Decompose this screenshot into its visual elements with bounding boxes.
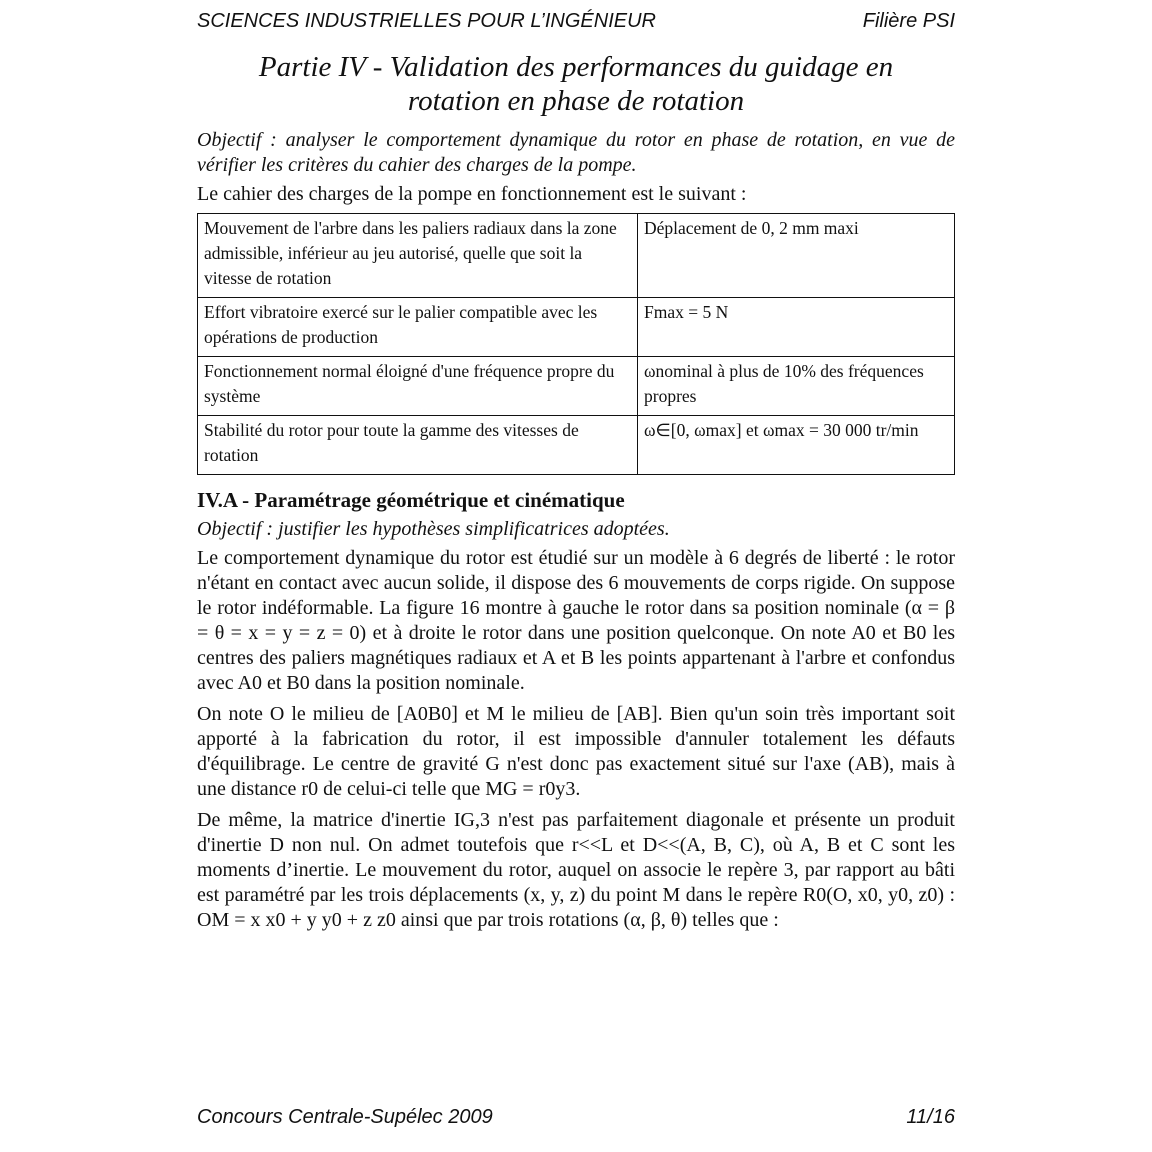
criterion-cell: Stabilité du rotor pour toute la gamme des vitesses de rotation	[198, 416, 638, 475]
intro-text: Le cahier des charges de la pompe en fonctionnement est le suivant :	[197, 183, 747, 205]
table-row	[198, 357, 955, 416]
criterion-cell: Mouvement de l'arbre dans les paliers radiaux dans la zone admissible, inférieur au jeu autorisé, quelle que soit la vitesse de rotation	[198, 214, 638, 298]
paragraph-3: De même, la matrice d'inertie IG,3 n'est pas parfaitement diagonale et présente un produit d'inertie D non nul. On admet toutefois que r<<L et D<<(A, B, C), où A, B et C sont les moments d’inertie. Le mouvement du rotor, auquel on associe le repère 3, par rapport au bâti est paramétré par les trois déplacements (x, y, z) du point M dans le repère R0(O, x0, y0, z0) : OM = x x0 + y y0 + z z0 ainsi que par trois rotations (α, β, θ) telles que :	[197, 809, 955, 931]
header-track: Filière PSI	[862, 10, 955, 32]
level-cell: Déplacement de 0, 2 mm maxi	[638, 214, 955, 298]
part-title-line-1: Partie IV - Validation des performances du guidage en	[258, 51, 894, 83]
level-cell: ω∈[0, ωmax] et ωmax = 30 000 tr/min	[638, 416, 955, 475]
level-cell: ωnominal à plus de 10% des fréquences propres	[638, 357, 955, 416]
table-row	[198, 298, 955, 357]
table-row	[198, 214, 955, 298]
page-header	[197, 10, 955, 33]
page-number: 11/16	[906, 1106, 955, 1128]
table-row	[198, 416, 955, 475]
part-title	[197, 50, 955, 118]
paragraph-1: Le comportement dynamique du rotor est étudié sur un modèle à 6 degrés de liberté : le rotor n'étant en contact avec aucun solide, il dispose des 6 mouvements de corps rigide. On suppose le rotor indéformable. La figure 16 montre à gauche le rotor dans sa position nominale (α = β = θ = x = y = z = 0) et à droite le rotor dans une position quelconque. On note A0 et B0 les centres des paliers magnétiques radiaux et A et B les points appartenant à l'arbre et confondus avec A0 et B0 dans la position nominale.	[197, 547, 955, 694]
footer-exam: Concours Centrale-Supélec 2009	[197, 1106, 493, 1128]
objective-2: Objectif : justifier les hypothèses simplificatrices adoptées.	[197, 518, 670, 540]
paragraph-2: On note O le milieu de [A0B0] et M le milieu de [AB]. Bien qu'un soin très important soit apporté à la fabrication du rotor, il est impossible d'annuler totalement les défauts d'équilibrage. Le centre de gravité G n'est donc pas exactement situé sur l'axe (AB), mais à une distance r0 de celui-ci telle que MG = r0y3.	[197, 703, 955, 800]
specification-table	[197, 213, 955, 475]
content	[197, 50, 955, 939]
page-footer	[197, 1106, 955, 1129]
part-title-line-2: rotation en phase de rotation	[407, 85, 745, 117]
criterion-cell: Fonctionnement normal éloigné d'une fréquence propre du système	[198, 357, 638, 416]
section-title: IV.A - Paramétrage géométrique et cinématique	[197, 488, 625, 512]
objective-1: Objectif : analyser le comportement dynamique du rotor en phase de rotation, en vue de vérifier les critères du cahier des charges de la pompe.	[197, 129, 955, 176]
header-subject: SCIENCES INDUSTRIELLES POUR L’INGÉNIEUR	[197, 10, 656, 32]
page	[197, 0, 955, 1152]
level-cell: Fmax = 5 N	[638, 298, 955, 357]
criterion-cell: Effort vibratoire exercé sur le palier compatible avec les opérations de production	[198, 298, 638, 357]
